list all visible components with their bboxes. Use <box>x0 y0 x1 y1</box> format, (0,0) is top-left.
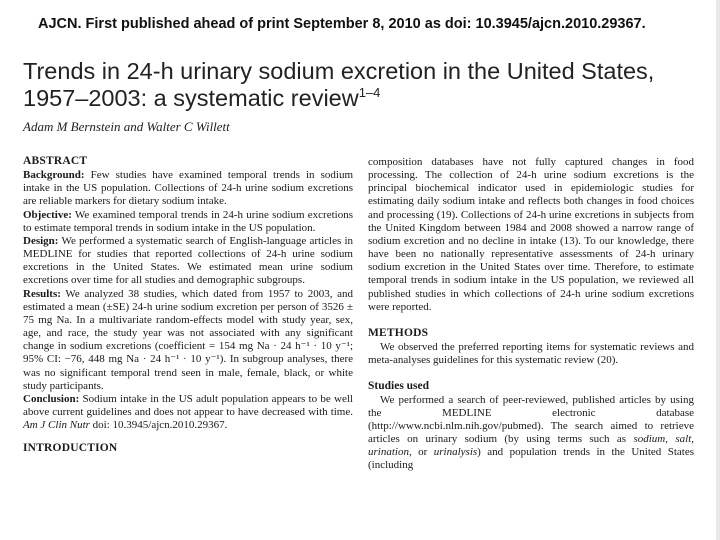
abstract-results <box>23 288 353 393</box>
abstract-objective <box>23 209 353 235</box>
objective-text: We examined temporal trends in 24-h urine sodium excretions to estimate temporal trends in sodium intake in the US population. <box>23 208 353 234</box>
results-text: We analyzed 38 studies, which dated from 1957 to 2003, and estimated a mean (±SE) 24-h urine sodium excretion per person of 3526 ± 75 mg Na. In a multivariate random-effects model with study year, sex, age, and race, the study year was not associated with any significant change in sodium excretions (coefficient = 154 mg Na · 24 h⁻¹ · 10 y⁻¹; 95% CI: −76, 448 mg Na · 24 h⁻¹ · 10 y⁻¹). In subgroup analyses, there was no significant temporal trend seen in male, female, black, or white study participants. <box>23 287 353 392</box>
design-label: Design: <box>23 234 59 247</box>
design-text: We performed a systematic search of English-language articles in MEDLINE for studies that reported collections of 24-h urine sodium excretions in the United States. We estimated mean urine sodium excretions over time for all studies and demographic subgroups. <box>23 234 353 287</box>
abstract-background <box>23 169 353 208</box>
background-text: Few studies have examined temporal trends in sodium intake in the US population. Collections of 24-h urine sodium excretions are reliable markers for dietary sodium intake. <box>23 169 353 208</box>
article-title <box>23 58 654 112</box>
background-label: Background: <box>23 169 85 182</box>
introduction-heading: INTRODUCTION <box>23 442 118 455</box>
citation-journal: Am J Clin Nutr <box>23 419 90 432</box>
abstract-heading: ABSTRACT <box>23 155 88 167</box>
term-sodium: sodium <box>633 432 666 445</box>
results-label: Results: <box>23 287 61 300</box>
studies-used-heading: Studies used <box>368 380 430 393</box>
term-salt: salt <box>675 432 692 445</box>
abstract-design <box>23 235 353 288</box>
abstract-column <box>23 155 353 456</box>
methods-heading: METHODS <box>368 326 429 339</box>
methods-text: We observed the preferred reporting items for systematic reviews and meta-analyses guidelines for this systematic review (20). <box>368 341 694 367</box>
conclusion-label: Conclusion: <box>23 392 80 405</box>
term-urinalysis: urinalysis <box>433 446 478 459</box>
intro-continued: composition databases have not fully captured changes in food processing. The collection of 24-h urine sodium excretions is the principal biochemical indicator used in epidemiologic studies for estimating daily sodium intake and reflects both changes in food choices and processing (19). Collections of 24-h urine excretions in subjects from the United Kingdom between 1984 and 2008 showed a narrow range of sodium excretion and no decline in intake (13). To our knowledge, there have been no nationally representative assessments of 24-h urinary sodium excretion in the United States over time. Therefore, to estimate temporal trends in sodium intake in the US population, we reviewed all published studies in which collections of 24-h urine sodium excretions were reported. <box>368 156 694 313</box>
studies-used-text <box>368 394 694 473</box>
studies-text-part-1: We performed a search of peer-reviewed, published articles by using the MEDLINE electronic database (http://www.ncbi.nlm.nih.gov/pubmed). The search aimed to retrieve articles on urinary sodium (by using terms such as <box>368 393 694 445</box>
author-list: Adam M Bernstein and Walter C Willett <box>23 119 230 134</box>
journal-banner: AJCN. First published ahead of print September 8, 2010 as doi: 10.3945/ajcn.2010.29367. <box>38 16 646 32</box>
title-footnote-marker: 1–4 <box>358 85 381 101</box>
citation-doi: doi: 10.3945/ajcn.2010.29367. <box>89 419 228 432</box>
studies-text-part-2: ) and population trends in the United States (including <box>368 446 694 472</box>
abstract-conclusion <box>23 393 353 432</box>
objective-label: Objective: <box>23 208 72 221</box>
page-edge-shadow <box>716 0 720 540</box>
term-separator-1: , <box>665 432 676 445</box>
title-line-1: Trends in 24-h urinary sodium excretion in the United States, <box>23 58 655 84</box>
term-separator-3: , or <box>408 446 434 459</box>
title-line-2: 1957–2003: a systematic review <box>23 85 359 111</box>
term-urination: urination <box>368 446 409 459</box>
body-column <box>368 156 694 472</box>
term-separator-2: , <box>691 432 695 445</box>
conclusion-text: Sodium intake in the US adult population appears to be well above current guidelines and does not appear to have decreased with time. <box>23 392 353 418</box>
